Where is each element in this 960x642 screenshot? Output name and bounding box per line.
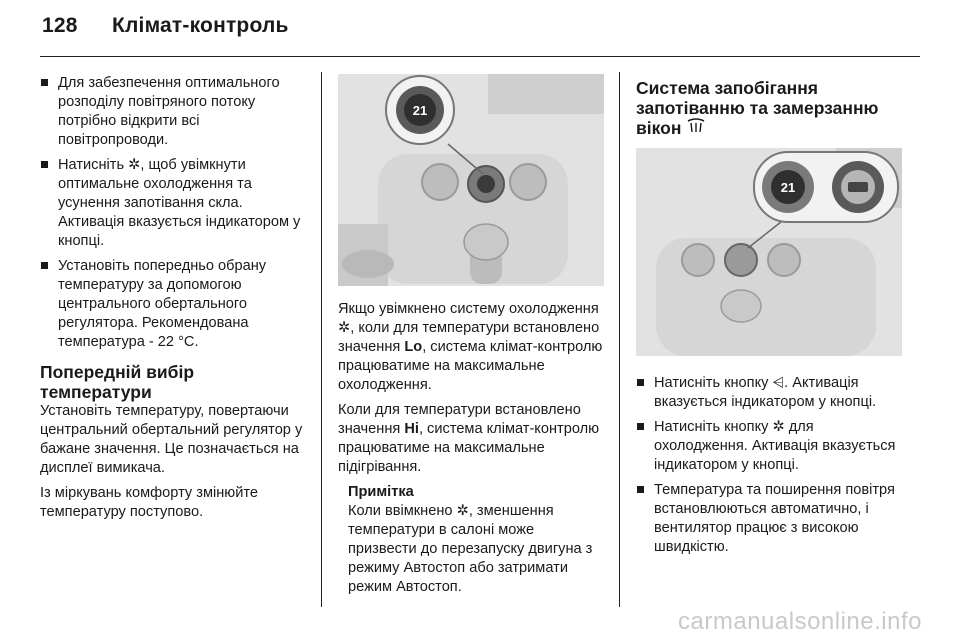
column-divider — [619, 72, 620, 607]
header-rule — [40, 56, 920, 57]
section-heading: Система запобігання запотіванню та замерзанню вікон — [636, 78, 879, 138]
page-header — [42, 14, 289, 38]
note-title: Примітка — [348, 484, 414, 500]
bullet-item: Натисніть ✲, щоб увімкнути оптимальне охолодження та усунення запотівання скла. Активація вказується індикатором у кнопці. — [40, 156, 308, 251]
bullet-item: Натисніть кнопку ⩤. Активація вказується індикатором у кнопці. — [636, 374, 904, 412]
display-value: 21 — [780, 180, 796, 195]
defrost-panel-image — [636, 148, 902, 356]
bullet-marker — [41, 161, 48, 168]
bullet-marker — [41, 79, 48, 86]
bullet-item: Установіть попередньо обрану температуру за допомогою центрального обертального регулятора. Рекомендована температура - 22 °C. — [40, 257, 308, 352]
bullet-marker — [637, 486, 644, 493]
paragraph: Установіть температуру, повертаючи центральний обертальний регулятор у бажане значення. Це позначається на дисплеї вимикача. — [40, 403, 303, 476]
note-box — [338, 483, 606, 597]
climate-control-panel-image — [338, 74, 604, 286]
section-heading: Попередній вибір температури — [40, 362, 195, 402]
column-1 — [40, 74, 308, 528]
column-divider — [321, 72, 322, 607]
bullet-item: Натисніть кнопку ✲ для охолодження. Активація вказується індикатором у кнопці. — [636, 418, 904, 475]
page-number: 128 — [42, 14, 78, 37]
bullet-marker — [637, 379, 644, 386]
watermark: carmanualsonline.info — [678, 608, 922, 635]
column-3 — [636, 74, 904, 139]
paragraph: Із міркувань комфорту змінюйте температуру поступово. — [40, 485, 259, 520]
bullet-item: Для забезпечення оптимального розподілу повітряного потоку потрібно відкрити всі повітропроводи. — [40, 74, 308, 150]
paragraph: Якщо увімкнено систему охолодження ✲, коли для температури встановлено значення Lo, система клімат-контролю працюватиме на максимальне охолодження. — [338, 301, 603, 393]
page-title: Клімат-контроль — [112, 14, 289, 37]
defrost-icon — [686, 121, 706, 137]
bullet-marker — [637, 423, 644, 430]
column-3-list — [636, 374, 904, 563]
column-2 — [338, 300, 606, 597]
paragraph: Коли для температури встановлено значення Hi, система клімат-контролю працюватиме на максимальне підігрівання. — [338, 402, 600, 475]
note-text: Коли ввімкнено ✲, зменшення температури в салоні може призвести до перезапуску двигуна з режиму Автостоп або затримати режим Автостоп. — [348, 503, 593, 595]
bullet-item: Температура та поширення повітря встановлюються автоматично, і вентилятор працює з високою швидкістю. — [636, 481, 904, 557]
display-value: 21 — [412, 103, 428, 118]
bullet-marker — [41, 262, 48, 269]
